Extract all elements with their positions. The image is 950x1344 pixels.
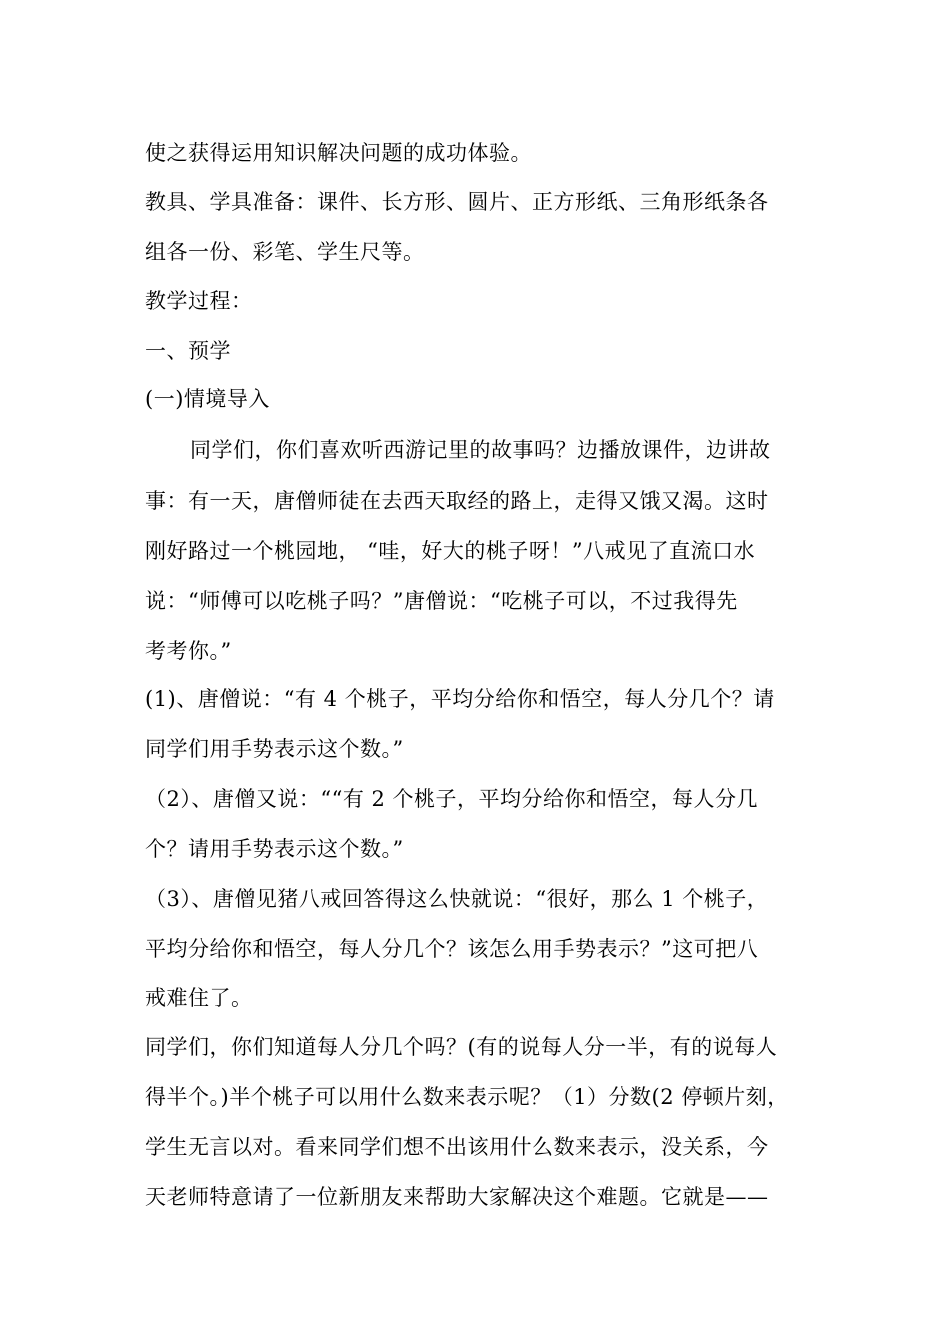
text-line: 平均分给你和悟空，每人分几个？该怎么用手势表示？”这可把八 [145,937,759,961]
text-line: 考考你。” [145,639,232,663]
section-heading: 一、预学 [145,339,231,363]
text-line: 天老师特意请了一位新朋友来帮助大家解决这个难题。它就是—— [145,1185,769,1209]
text-line: 组各一份、彩笔、学生尺等。 [145,240,425,264]
text-line: 教具、学具准备：课件、长方形、圆片、正方形纸、三角形纸条各 [145,190,769,214]
section-heading: 教学过程： [145,289,253,313]
text-line: 同学们，你们知道每人分几个吗？(有的说每人分一半，有的说每人 [145,1035,778,1059]
text-line: 同学们用手势表示这个数。” [145,737,404,761]
text-line: 戒难住了。 [145,986,253,1010]
text-line: (1)、唐僧说：“有 4 个桃子，平均分给你和悟空，每人分几个？请 [145,687,775,711]
subsection-heading: (一)情境导入 [145,387,270,411]
text-line: 个？请用手势表示这个数。” [145,837,404,861]
text-line: 使之获得运用知识解决问题的成功体验。 [145,141,532,165]
text-line: 说：“师傅可以吃桃子吗？”唐僧说：“吃桃子可以，不过我得先 [145,589,738,613]
text-line: 学生无言以对。看来同学们想不出该用什么数来表示，没关系，今 [145,1135,769,1159]
text-line: （2）、唐僧又说：““有 2 个桃子，平均分给你和悟空，每人分几 [145,787,759,811]
text-line: 得半个。)半个桃子可以用什么数来表示呢？（1）分数(2 停顿片刻， [145,1085,789,1109]
text-line: （3）、唐僧见猪八戒回答得这么快就说：“很好，那么 1 个桃子， [145,887,769,911]
paragraph-first-line: 同学们，你们喜欢听西游记里的故事吗？边播放课件，边讲故 [190,438,771,462]
text-line: 刚好路过一个桃园地， “哇，好大的桃子呀！”八戒见了直流口水 [145,539,756,563]
text-line: 事：有一天，唐僧师徒在去西天取经的路上，走得又饿又渴。这时 [145,489,769,513]
